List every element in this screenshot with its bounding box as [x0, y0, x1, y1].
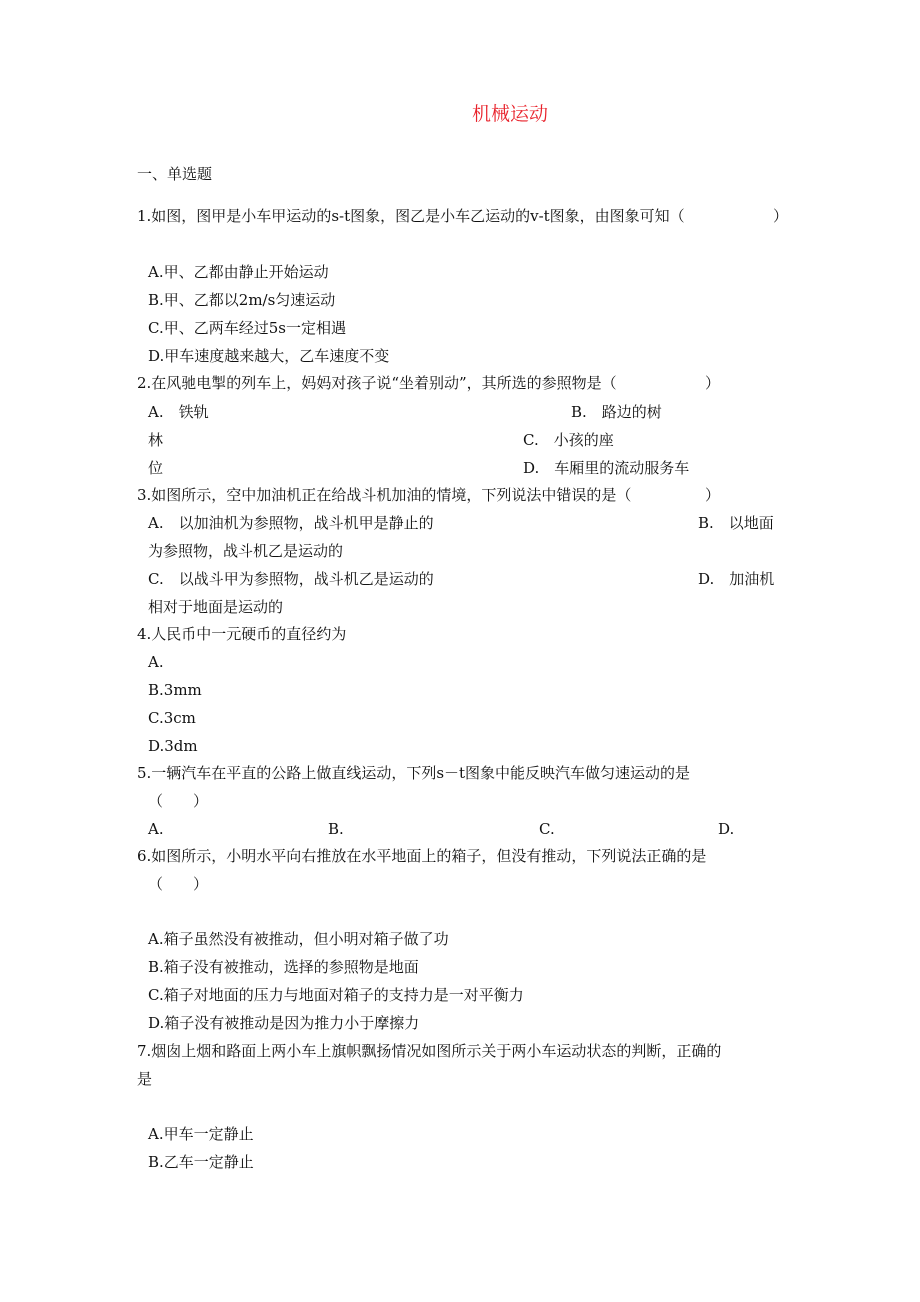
question-4-option-b: B.3mm: [148, 681, 202, 699]
question-4-option-c: C.3cm: [148, 709, 196, 727]
question-7-stem-cont: 是: [137, 1070, 153, 1088]
question-5-option-a: A.: [148, 820, 164, 838]
question-1-option-c: C.甲、乙两车经过5s一定相遇: [148, 319, 346, 337]
question-2-option-a: A. 铁轨: [148, 403, 209, 421]
question-6-paren: （ ）: [148, 875, 209, 893]
question-6-option-b: B.箱子没有被推动，选择的参照物是地面: [148, 958, 419, 976]
question-6-option-a: A.箱子虽然没有被推动，但小明对箱子做了功: [148, 930, 449, 948]
question-1-stem: 1.如图，图甲是小车甲运动的s-t图象，图乙是小车乙运动的v-t图象，由图象可知（: [137, 207, 685, 225]
question-3-option-c: C. 以战斗甲为参照物，战斗机乙是运动的: [148, 570, 434, 588]
question-7-option-b: B.乙车一定静止: [148, 1153, 254, 1171]
question-3-option-b: B. 以地面: [698, 514, 774, 532]
section-heading: 一、单选题: [137, 165, 213, 183]
question-4-stem: 4.人民币中一元硬币的直径约为: [137, 625, 347, 643]
question-2-option-b-cont: 林: [148, 431, 164, 449]
question-5-option-c: C.: [539, 820, 555, 838]
question-6-option-d: D.箱子没有被推动是因为推力小于摩擦力: [148, 1014, 420, 1032]
question-5-paren: （ ）: [148, 792, 209, 810]
question-2-option-c-cont: 位: [148, 459, 164, 477]
question-2-stem: 2.在风驰电掣的列车上，妈妈对孩子说“坐着别动”，其所选的参照物是（: [137, 374, 617, 392]
question-5-option-d: D.: [718, 820, 735, 838]
question-3-paren-close: ）: [705, 486, 721, 504]
question-1-option-b: B.甲、乙都以2m/s匀速运动: [148, 291, 336, 309]
question-2-option-c: C. 小孩的座: [523, 431, 614, 449]
question-6-option-c: C.箱子对地面的压力与地面对箱子的支持力是一对平衡力: [148, 986, 524, 1004]
question-3-option-b-cont: 为参照物，战斗机乙是运动的: [148, 542, 344, 560]
question-7-option-a: A.甲车一定静止: [148, 1125, 254, 1143]
question-5-stem: 5.一辆汽车在平直的公路上做直线运动，下列s－t图象中能反映汽车做匀速运动的是: [137, 764, 691, 782]
question-6-stem: 6.如图所示，小明水平向右推放在水平地面上的箱子，但没有推动，下列说法正确的是: [137, 847, 707, 865]
question-1-paren-close: ）: [773, 207, 789, 225]
question-1-option-a: A.甲、乙都由静止开始运动: [148, 263, 329, 281]
question-4-option-a: A.: [148, 653, 164, 671]
question-2-option-b: B. 路边的树: [571, 403, 662, 421]
question-4-option-d: D.3dm: [148, 737, 198, 755]
question-3-option-a: A. 以加油机为参照物，战斗机甲是静止的: [148, 514, 434, 532]
question-5-option-b: B.: [328, 820, 344, 838]
question-3-option-d: D. 加油机: [698, 570, 775, 588]
question-1-option-d: D.甲车速度越来越大，乙车速度不变: [148, 347, 390, 365]
question-3-stem: 3.如图所示，空中加油机正在给战斗机加油的情境，下列说法中错误的是（: [137, 486, 632, 504]
question-3-option-d-cont: 相对于地面是运动的: [148, 598, 284, 616]
question-2-option-d: D. 车厢里的流动服务车: [523, 459, 690, 477]
page-title: 机械运动: [472, 103, 549, 125]
question-2-paren-close: ）: [705, 374, 721, 392]
question-7-stem: 7.烟囱上烟和路面上两小车上旗帜飘扬情况如图所示关于两小车运动状态的判断，正确的: [137, 1042, 722, 1060]
